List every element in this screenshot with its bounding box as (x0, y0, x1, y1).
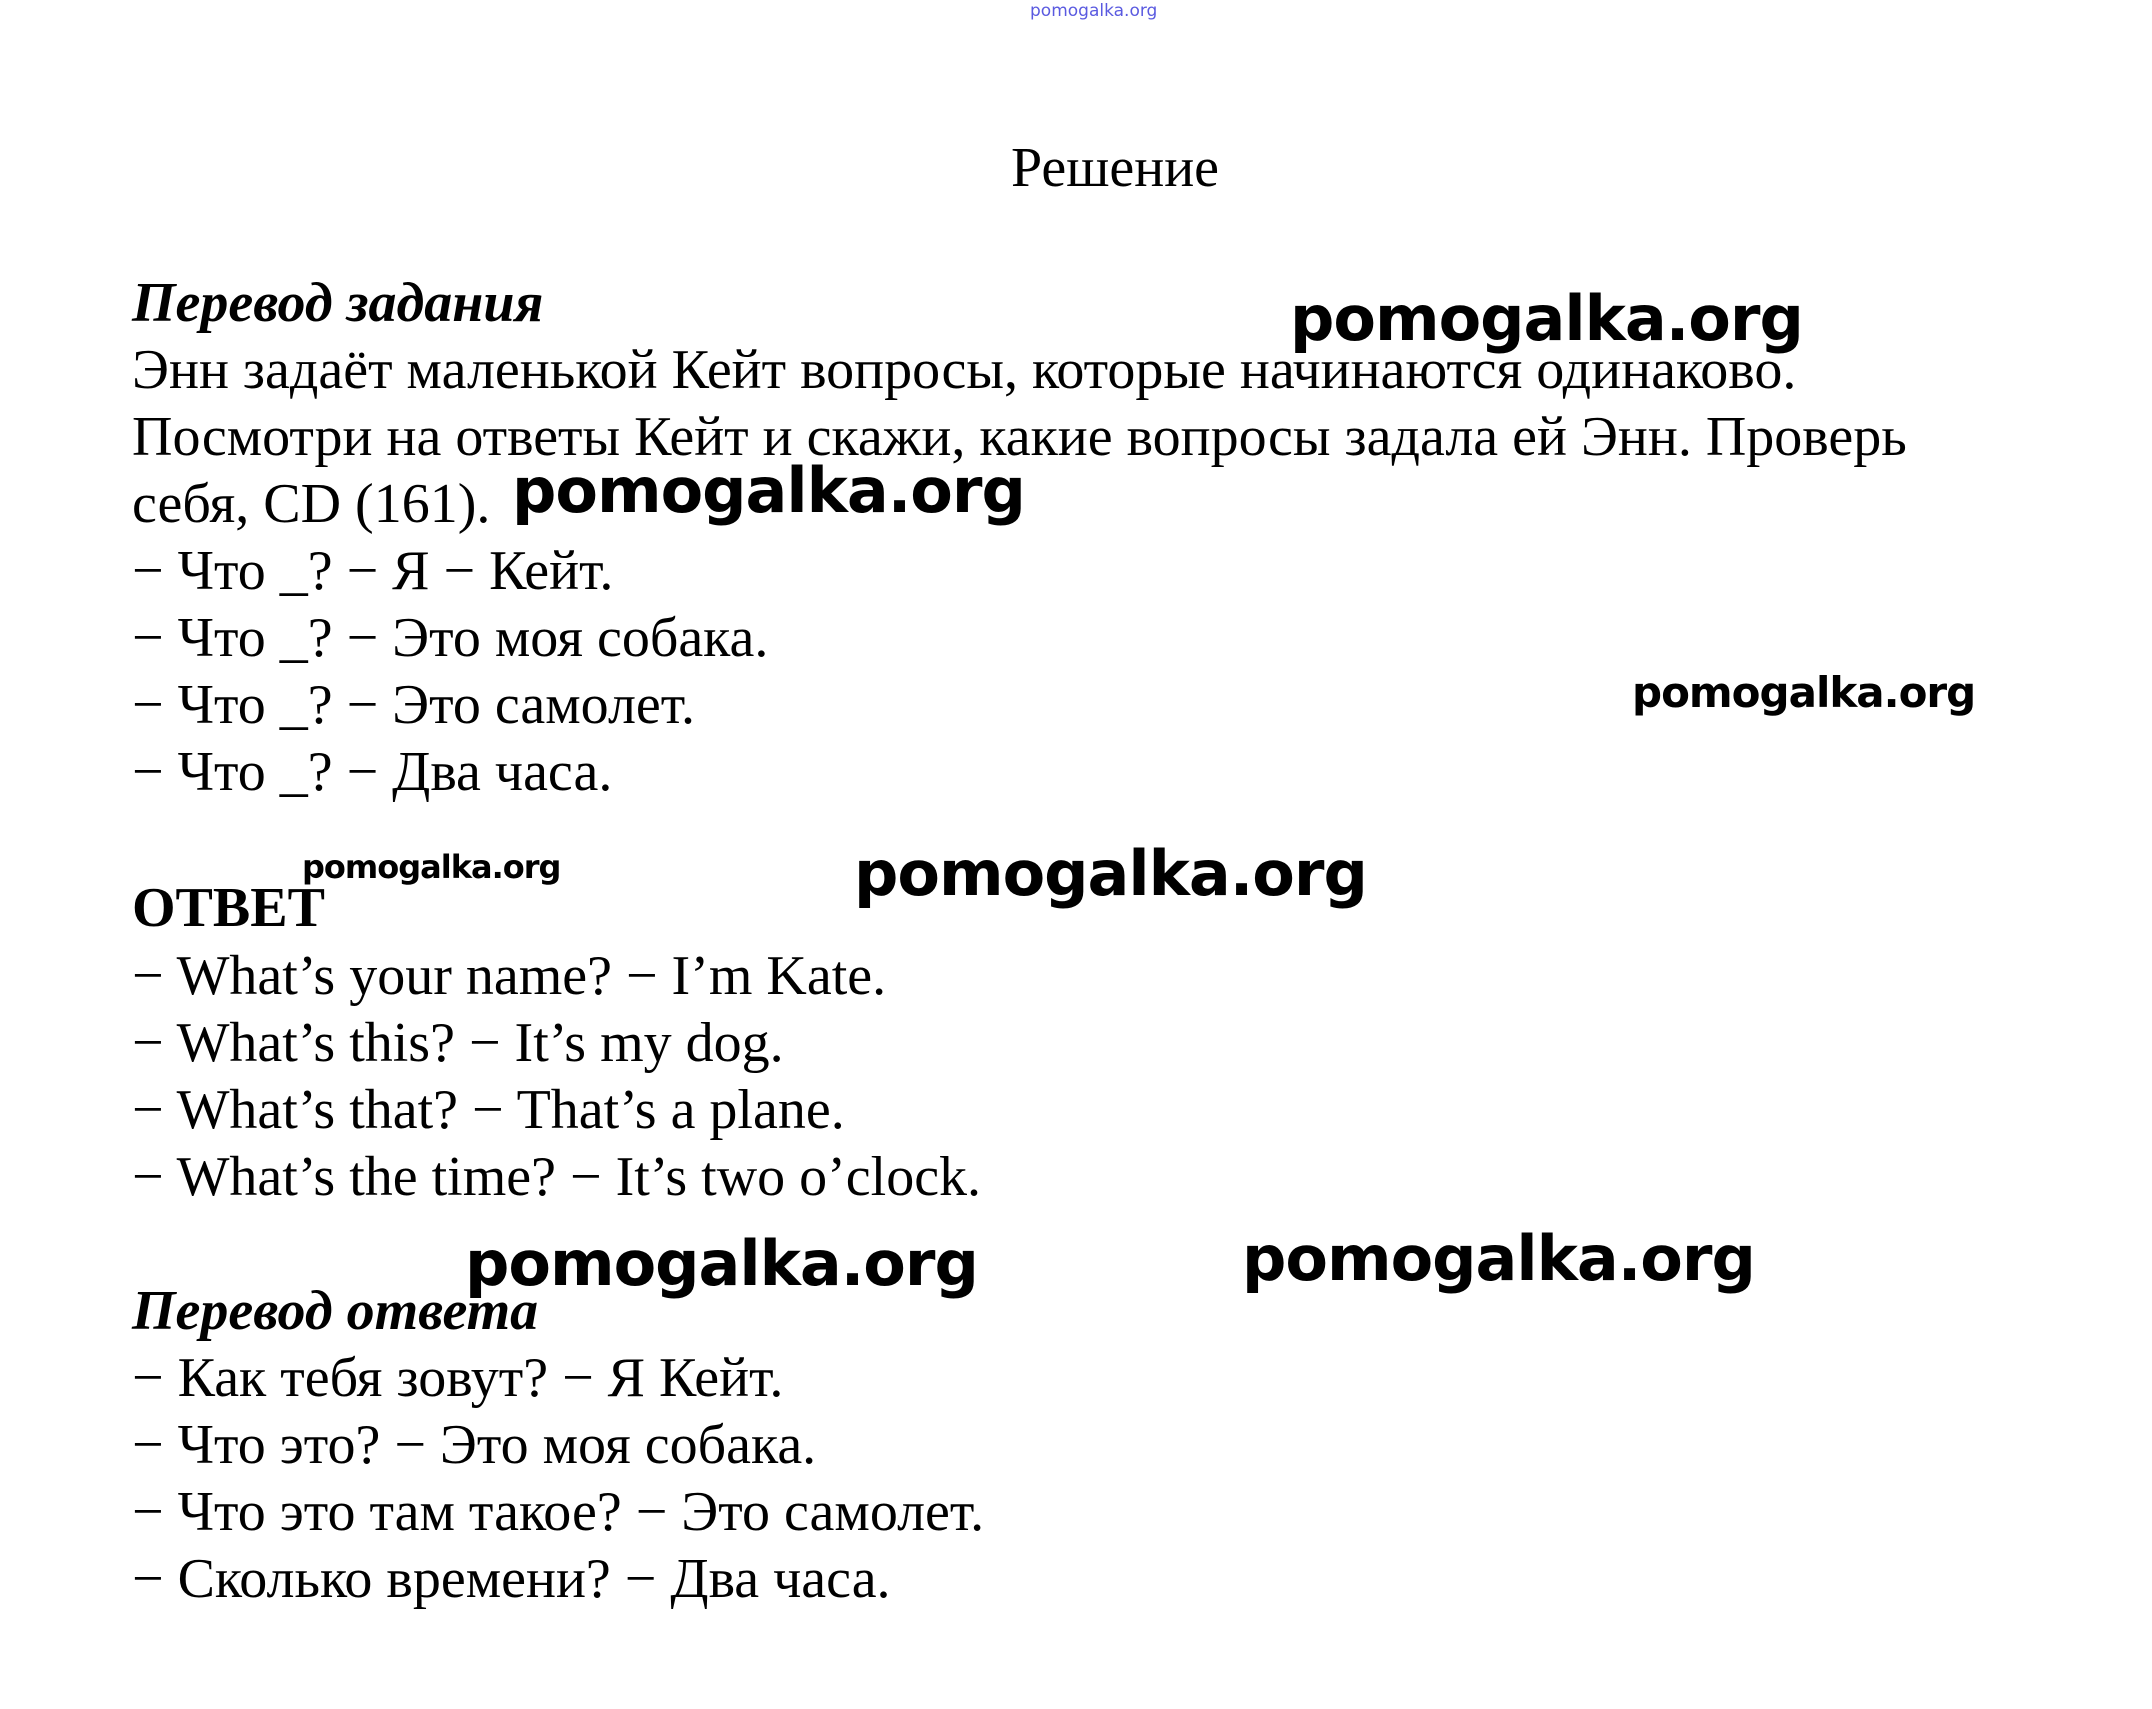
answer-item: − What’s your name? − I’m Kate. (132, 945, 887, 1007)
watermark: pomogalka.org (302, 848, 561, 886)
answer-item: − What’s the time? − It’s two o’clock. (132, 1146, 982, 1208)
answer-translation-item: − Сколько времени? − Два часа. (132, 1548, 891, 1610)
task-paragraph-line: Посмотри на ответы Кейт и скажи, какие вопросы задала ей Энн. Проверь (132, 406, 1907, 468)
task-item: − Что _? − Это моя собака. (132, 607, 769, 669)
watermark: pomogalka.org (854, 837, 1367, 910)
task-item: − Что _? − Это самолет. (132, 674, 696, 736)
task-paragraph-line: себя, CD (161). (132, 473, 491, 535)
watermark: pomogalka.org (1242, 1222, 1755, 1295)
task-item: − Что _? − Я − Кейт. (132, 540, 614, 602)
page-title: Решение (1010, 137, 1220, 199)
answer-item: − What’s that? − That’s a plane. (132, 1079, 845, 1141)
task-heading: Перевод задания (132, 272, 544, 334)
answer-translation-heading: Перевод ответа (132, 1280, 539, 1342)
answer-translation-item: − Как тебя зовут? − Я Кейт. (132, 1347, 784, 1409)
task-paragraph-line: Энн задаёт маленькой Кейт вопросы, которые начинаются одинаково. (132, 339, 1797, 401)
task-item: − Что _? − Два часа. (132, 741, 613, 803)
answer-heading: ОТВЕТ (132, 877, 325, 939)
watermark: pomogalka.org (1632, 668, 1976, 717)
watermark: pomogalka.org (512, 454, 1025, 527)
answer-translation-item: − Что это? − Это моя собака. (132, 1414, 817, 1476)
answer-translation-item: − Что это там такое? − Это самолет. (132, 1481, 985, 1543)
watermark-top: pomogalka.org (1030, 1, 1158, 21)
answer-item: − What’s this? − It’s my dog. (132, 1012, 784, 1074)
watermark: pomogalka.org (1290, 282, 1803, 355)
watermark: pomogalka.org (465, 1227, 978, 1300)
